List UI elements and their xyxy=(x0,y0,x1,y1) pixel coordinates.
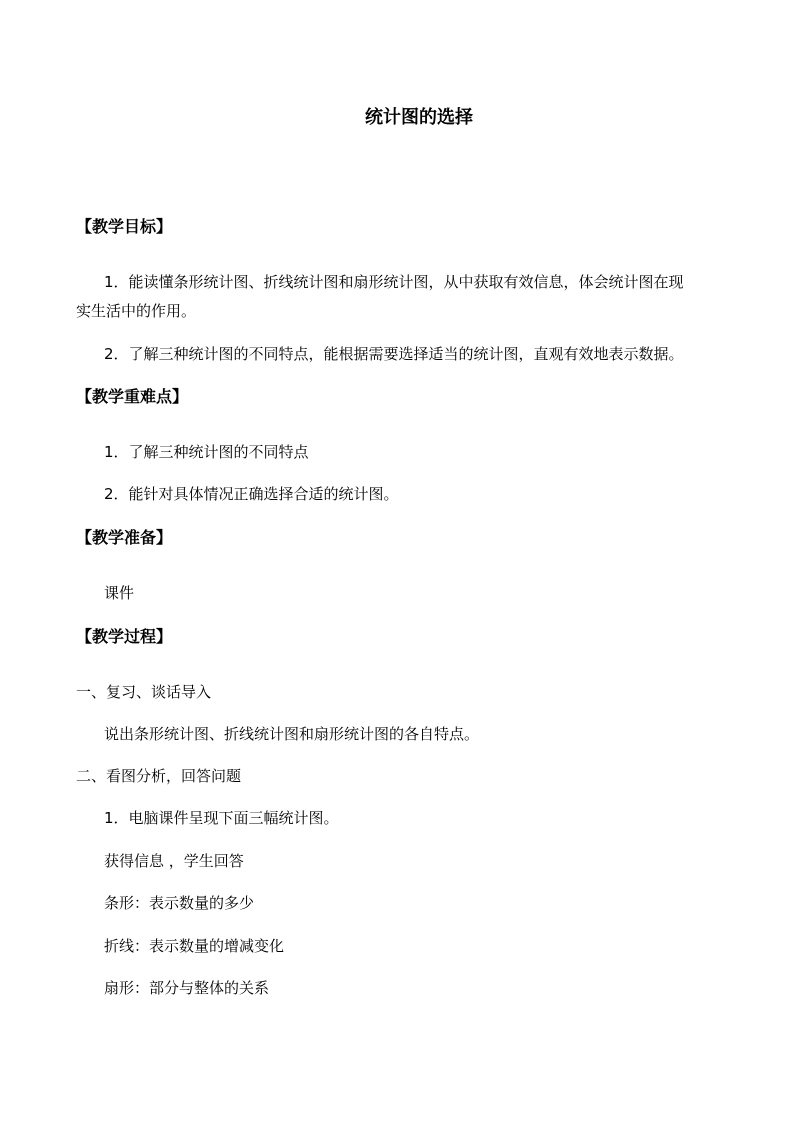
objective-item-1-line-2: 实生活中的作用。 xyxy=(76,302,197,320)
process-part-2-info: 获得信息 ，学生回答 xyxy=(104,852,244,870)
objective-item-2: 2．了解三种统计图的不同特点，能根据需要选择适当的统计图，直观有效地表示数据。 xyxy=(104,345,684,363)
pie-chart-description: 扇形：部分与整体的关系 xyxy=(104,979,270,997)
bar-chart-description: 条形：表示数量的多少 xyxy=(104,894,255,912)
document-title: 统计图的选择 xyxy=(365,107,473,128)
key-point-item-1: 1．了解三种统计图的不同特点 xyxy=(104,443,309,461)
objectives-heading: 【教学目标】 xyxy=(76,217,173,236)
process-part-1-text: 说出条形统计图、折线统计图和扇形统计图的各自特点。 xyxy=(104,725,480,743)
process-heading: 【教学过程】 xyxy=(76,627,173,646)
key-point-item-2: 2．能针对具体情况正确选择合适的统计图。 xyxy=(104,485,399,503)
line-chart-description: 折线：表示数量的增减变化 xyxy=(104,937,285,955)
process-part-2-step-1: 1．电脑课件呈现下面三幅统计图。 xyxy=(104,809,339,827)
process-part-1-title: 一、复习、谈话导入 xyxy=(76,683,212,701)
objective-item-1-line-1: 1．能读懂条形统计图、折线统计图和扇形统计图，从中获取有效信息，体会统计图在现 xyxy=(104,273,684,291)
preparation-item: 课件 xyxy=(104,584,135,602)
key-points-heading: 【教学重难点】 xyxy=(76,387,189,406)
preparation-heading: 【教学准备】 xyxy=(76,528,173,547)
process-part-2-title: 二、看图分析，回答问题 xyxy=(76,767,242,785)
